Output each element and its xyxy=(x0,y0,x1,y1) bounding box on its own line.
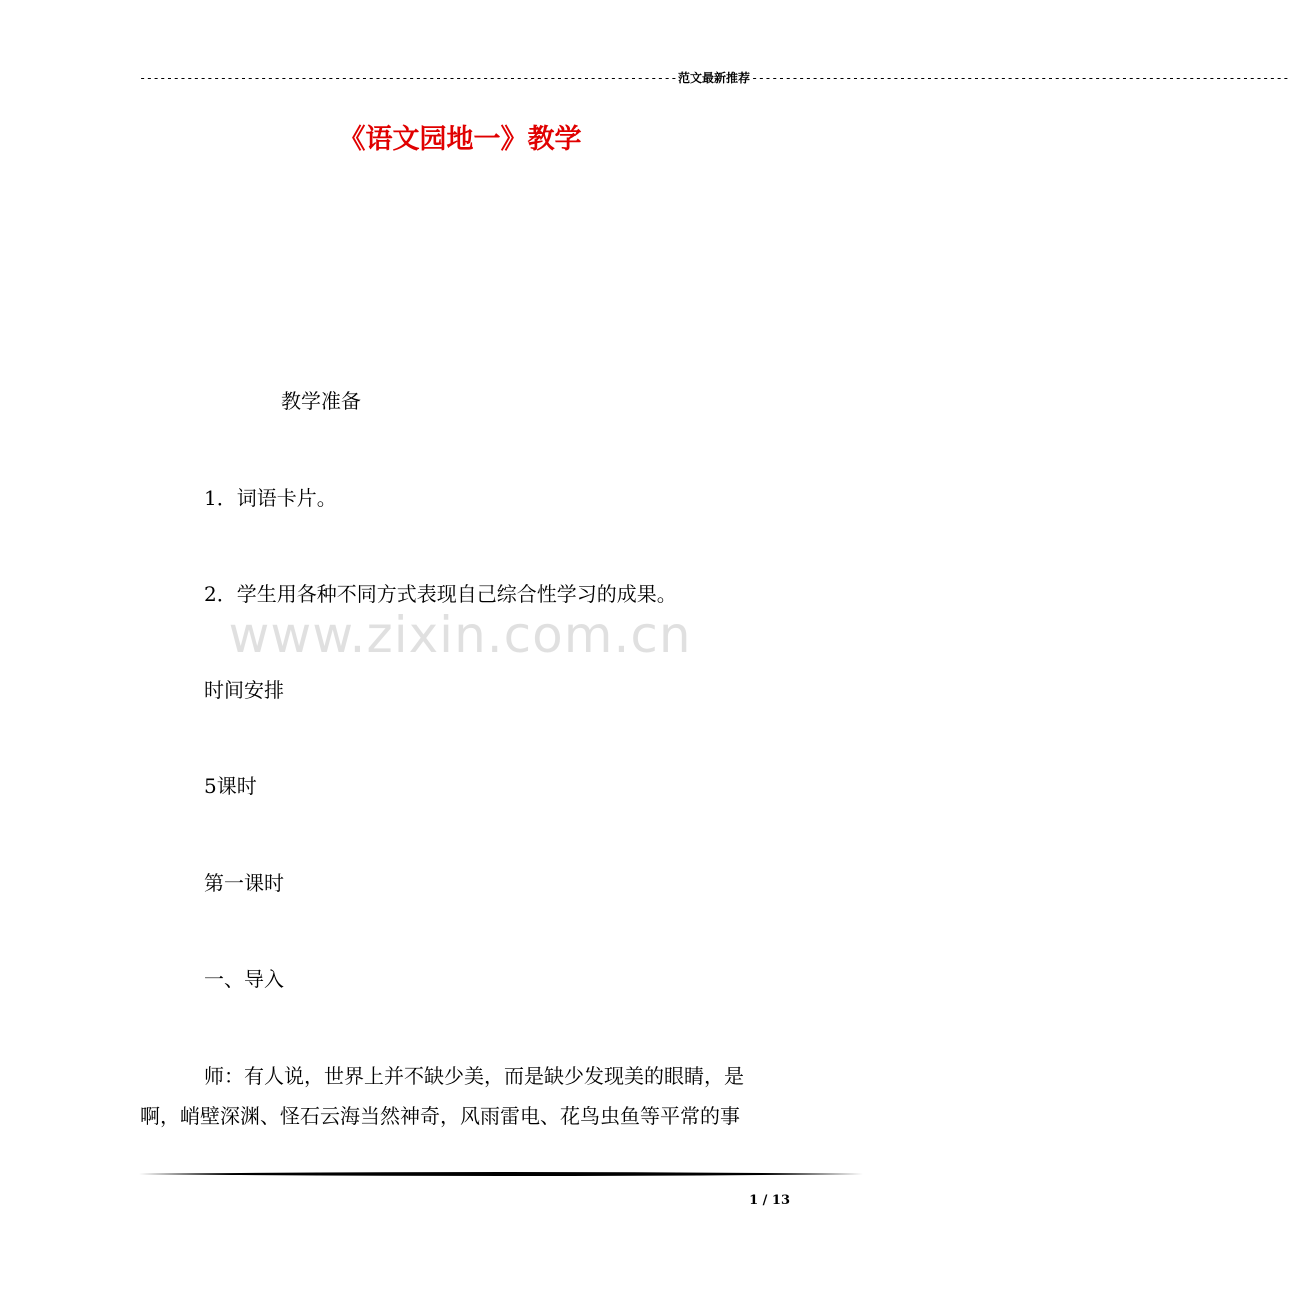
header-left-rule: -------------------------------------------------------------------------------- xyxy=(139,71,677,85)
header-right-rule: -------------------------------------------------------------------------------- xyxy=(750,71,1289,85)
header-label: 范文最新推荐 xyxy=(677,71,750,85)
body-paragraph xyxy=(140,1056,785,1136)
part-heading: 一、导入 xyxy=(204,967,284,991)
prep-heading: 教学准备 xyxy=(281,389,361,413)
schedule-value: 5课时 xyxy=(204,774,257,798)
prep-item-1: 1．词语卡片。 xyxy=(204,486,337,510)
lesson-heading: 第一课时 xyxy=(204,871,284,895)
prep-item-2: 2．学生用各种不同方式表现自己综合性学习的成果。 xyxy=(204,582,677,606)
footer-rule xyxy=(139,1170,863,1178)
document-title: 《语文园地一》教学 xyxy=(338,124,582,155)
body-line-2: 啊，峭壁深渊、怪石云海当然神奇，风雨雷电、花鸟虫鱼等平常的事 xyxy=(140,1104,740,1128)
header-banner xyxy=(139,68,1289,88)
body-line-1: 师：有人说，世界上并不缺少美，而是缺少发现美的眼睛，是 xyxy=(204,1064,744,1088)
page-number: 1 / 13 xyxy=(749,1193,790,1208)
schedule-heading: 时间安排 xyxy=(204,678,284,702)
watermark: www.zixin.com.cn xyxy=(228,606,692,664)
